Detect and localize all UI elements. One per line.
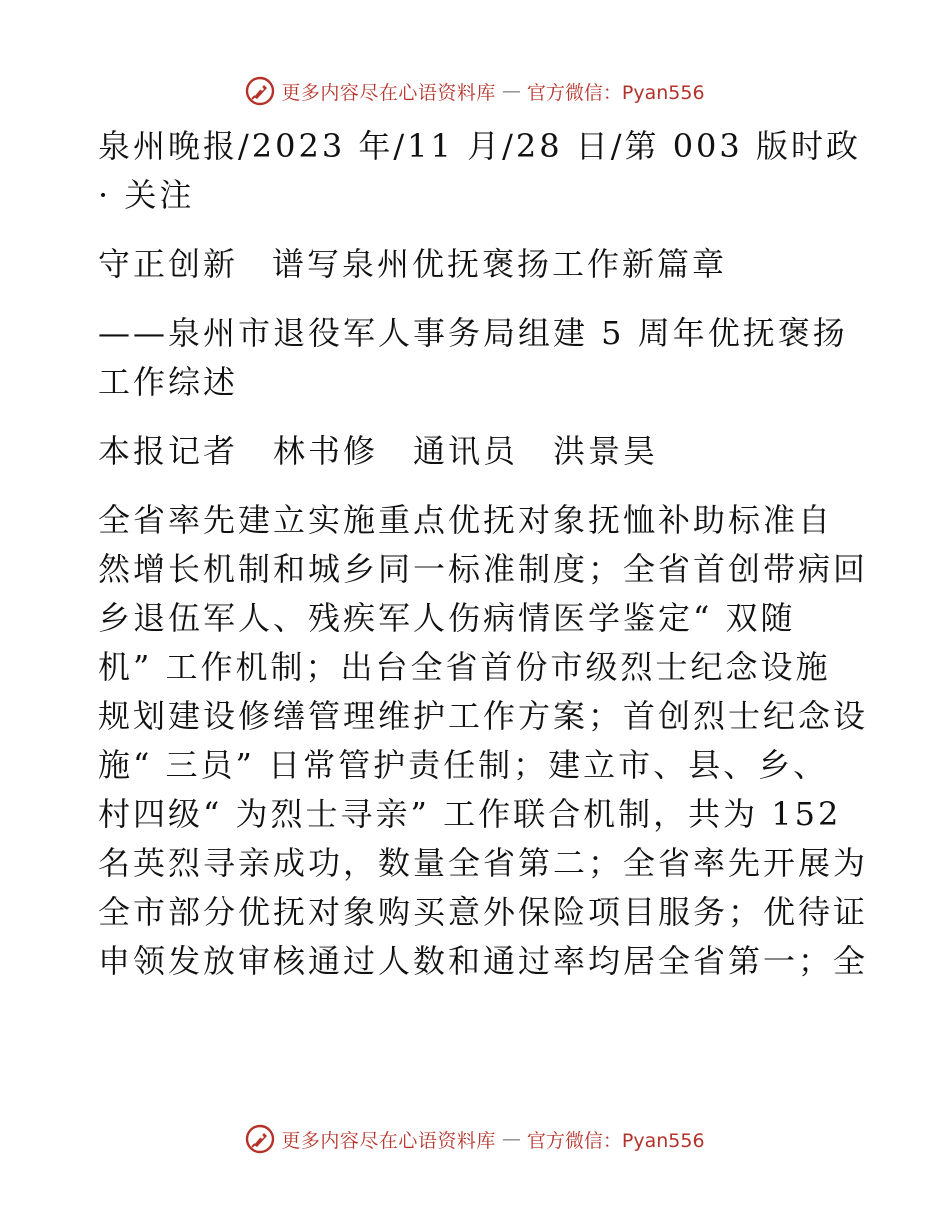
- title-part-1: 守正创新: [98, 245, 239, 283]
- body-line: 施“ 三员” 日常管护责任制；建立市、县、乡、: [98, 746, 829, 784]
- watermark-footer: [0, 1121, 950, 1157]
- body-line: 全市部分优抚对象购买意外保险项目服务；优待证: [98, 893, 869, 931]
- watermark-site-text: 更多内容尽在心语资料库: [281, 1129, 496, 1152]
- body-line: 名英烈寻亲成功，数量全省第二；全省率先开展为: [98, 844, 869, 882]
- article-subtitle: ——泉州市退役军人事务局组建 5 周年优抚褒扬: [98, 314, 848, 352]
- article-byline: 本报记者 林书修 通讯员 洪景昊: [98, 432, 659, 470]
- source-line: 泉州晚报/2023 年/11 月/28 日/第 003 版时政: [98, 127, 861, 165]
- watermark-wechat-text: 官方微信：Pyan556: [526, 81, 705, 104]
- pen-nib-icon: [245, 76, 275, 106]
- body-line: 乡退伍军人、残疾军人伤病情医学鉴定“ 双随: [98, 599, 796, 637]
- pen-nib-icon: [245, 1124, 275, 1154]
- body-line: 申领发放审核通过人数和通过率均居全省第一；全: [98, 942, 869, 980]
- article-content: [98, 122, 869, 986]
- body-line: 村四级“ 为烈士寻亲” 工作联合机制，共为 152: [98, 795, 842, 833]
- watermark-separator: —: [501, 80, 521, 102]
- source-line-continued: · 关注: [98, 176, 195, 214]
- body-line: 全省率先建立实施重点优抚对象抚恤补助标准自: [98, 501, 834, 539]
- watermark-wechat-text: 官方微信：Pyan556: [526, 1129, 705, 1152]
- watermark-separator: —: [501, 1128, 521, 1150]
- title-part-2: 谱写泉州优抚褒扬工作新篇章: [272, 245, 728, 283]
- watermark-site-text: 更多内容尽在心语资料库: [281, 81, 496, 104]
- article-title: [98, 240, 850, 289]
- article-subtitle-continued: 工作综述: [98, 363, 239, 401]
- body-line: 然增长机制和城乡同一标准制度；全省首创带病回: [98, 550, 869, 588]
- watermark-header: [0, 73, 950, 109]
- body-line: 规划建设修缮管理维护工作方案；首创烈士纪念设: [98, 697, 869, 735]
- body-line: 机” 工作机制；出台全省首份市级烈士纪念设施: [98, 648, 831, 686]
